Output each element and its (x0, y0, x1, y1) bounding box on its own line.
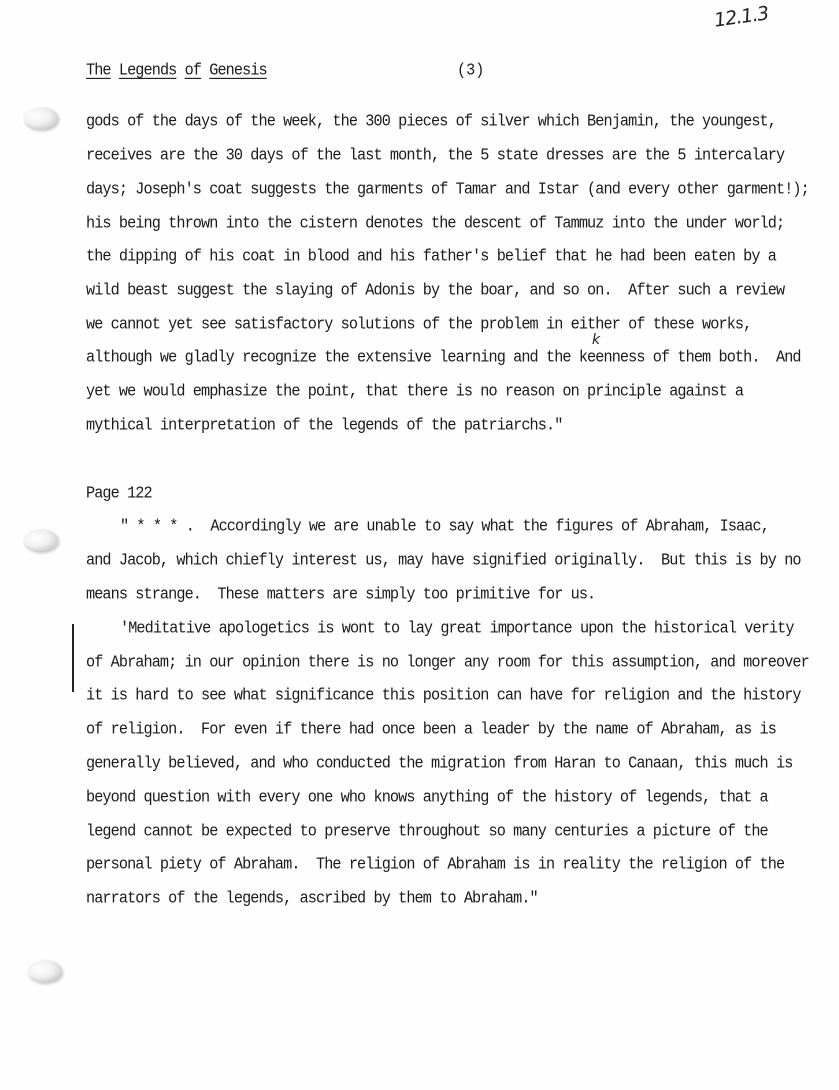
text-line: " * * * . Accordingly we are unable to say what the figures of Abraham, Isaac, (120, 515, 769, 537)
text-line: mythical interpretation of the legends of the patriarchs." (86, 414, 563, 436)
text-line: means strange. These matters are simply too primitive for us. (86, 583, 596, 605)
text-line: narrators of the legends, ascribed by them to Abraham." (86, 887, 538, 909)
punch-hole (24, 529, 58, 551)
margin-mark (72, 624, 74, 692)
text-line: and Jacob, which chiefly interest us, may have signified originally. But this is by no (86, 549, 801, 571)
text-line: the dipping of his coat in blood and his father's belief that he had been eaten by a (86, 245, 776, 267)
text-line: days; Joseph's coat suggests the garments of Tamar and Istar (and every other garment!); (86, 178, 809, 200)
title-word: of (184, 59, 202, 81)
punch-hole (24, 107, 58, 129)
text-line: although we gladly recognize the extensive learning and the keenness of them both. And (86, 346, 801, 368)
text-line: yet we would emphasize the point, that there is no reason on principle against a (86, 380, 744, 402)
text-line: personal piety of Abraham. The religion of Abraham is in reality the religion of the (86, 853, 785, 875)
text-line: it is hard to see what significance this position can have for religion and the history (86, 684, 801, 706)
title-word: Legends (118, 59, 177, 81)
title-word: Genesis (209, 59, 267, 81)
document-title (86, 60, 267, 80)
text-line: wild beast suggest the slaying of Adonis by the boar, and so on. After such a review (86, 279, 785, 301)
punch-hole (28, 960, 62, 982)
text-line: gods of the days of the week, the 300 pieces of silver which Benjamin, the youngest, (86, 110, 776, 132)
text-line: of religion. For even if there had once been a leader by the name of Abraham, as is (86, 718, 776, 740)
text-line: his being thrown into the cistern denotes the descent of Tammuz into the under world; (86, 212, 785, 234)
handwritten-reference: 12.1.3 (712, 2, 770, 32)
text-line: receives are the 30 days of the last month, the 5 state dresses are the 5 intercalary (86, 144, 785, 166)
page-number: (3) (457, 59, 485, 81)
text-line: we cannot yet see satisfactory solutions of the problem in either of these works, (86, 313, 752, 335)
text-line: legend cannot be expected to preserve throughout so many centuries a picture of the (86, 820, 768, 842)
handwritten-correction: k (592, 332, 601, 348)
text-line: of Abraham; in our opinion there is no longer any room for this assumption, and moreover (86, 651, 809, 673)
text-line: beyond question with every one who knows anything of the history of legends, that a (86, 786, 768, 808)
page-reference: Page 122 (86, 482, 152, 504)
text-line: generally believed, and who conducted the migration from Haran to Canaan, this much is (86, 752, 793, 774)
title-word: The (86, 59, 111, 81)
text-line: 'Meditative apologetics is wont to lay great importance upon the historical verity (120, 617, 794, 639)
